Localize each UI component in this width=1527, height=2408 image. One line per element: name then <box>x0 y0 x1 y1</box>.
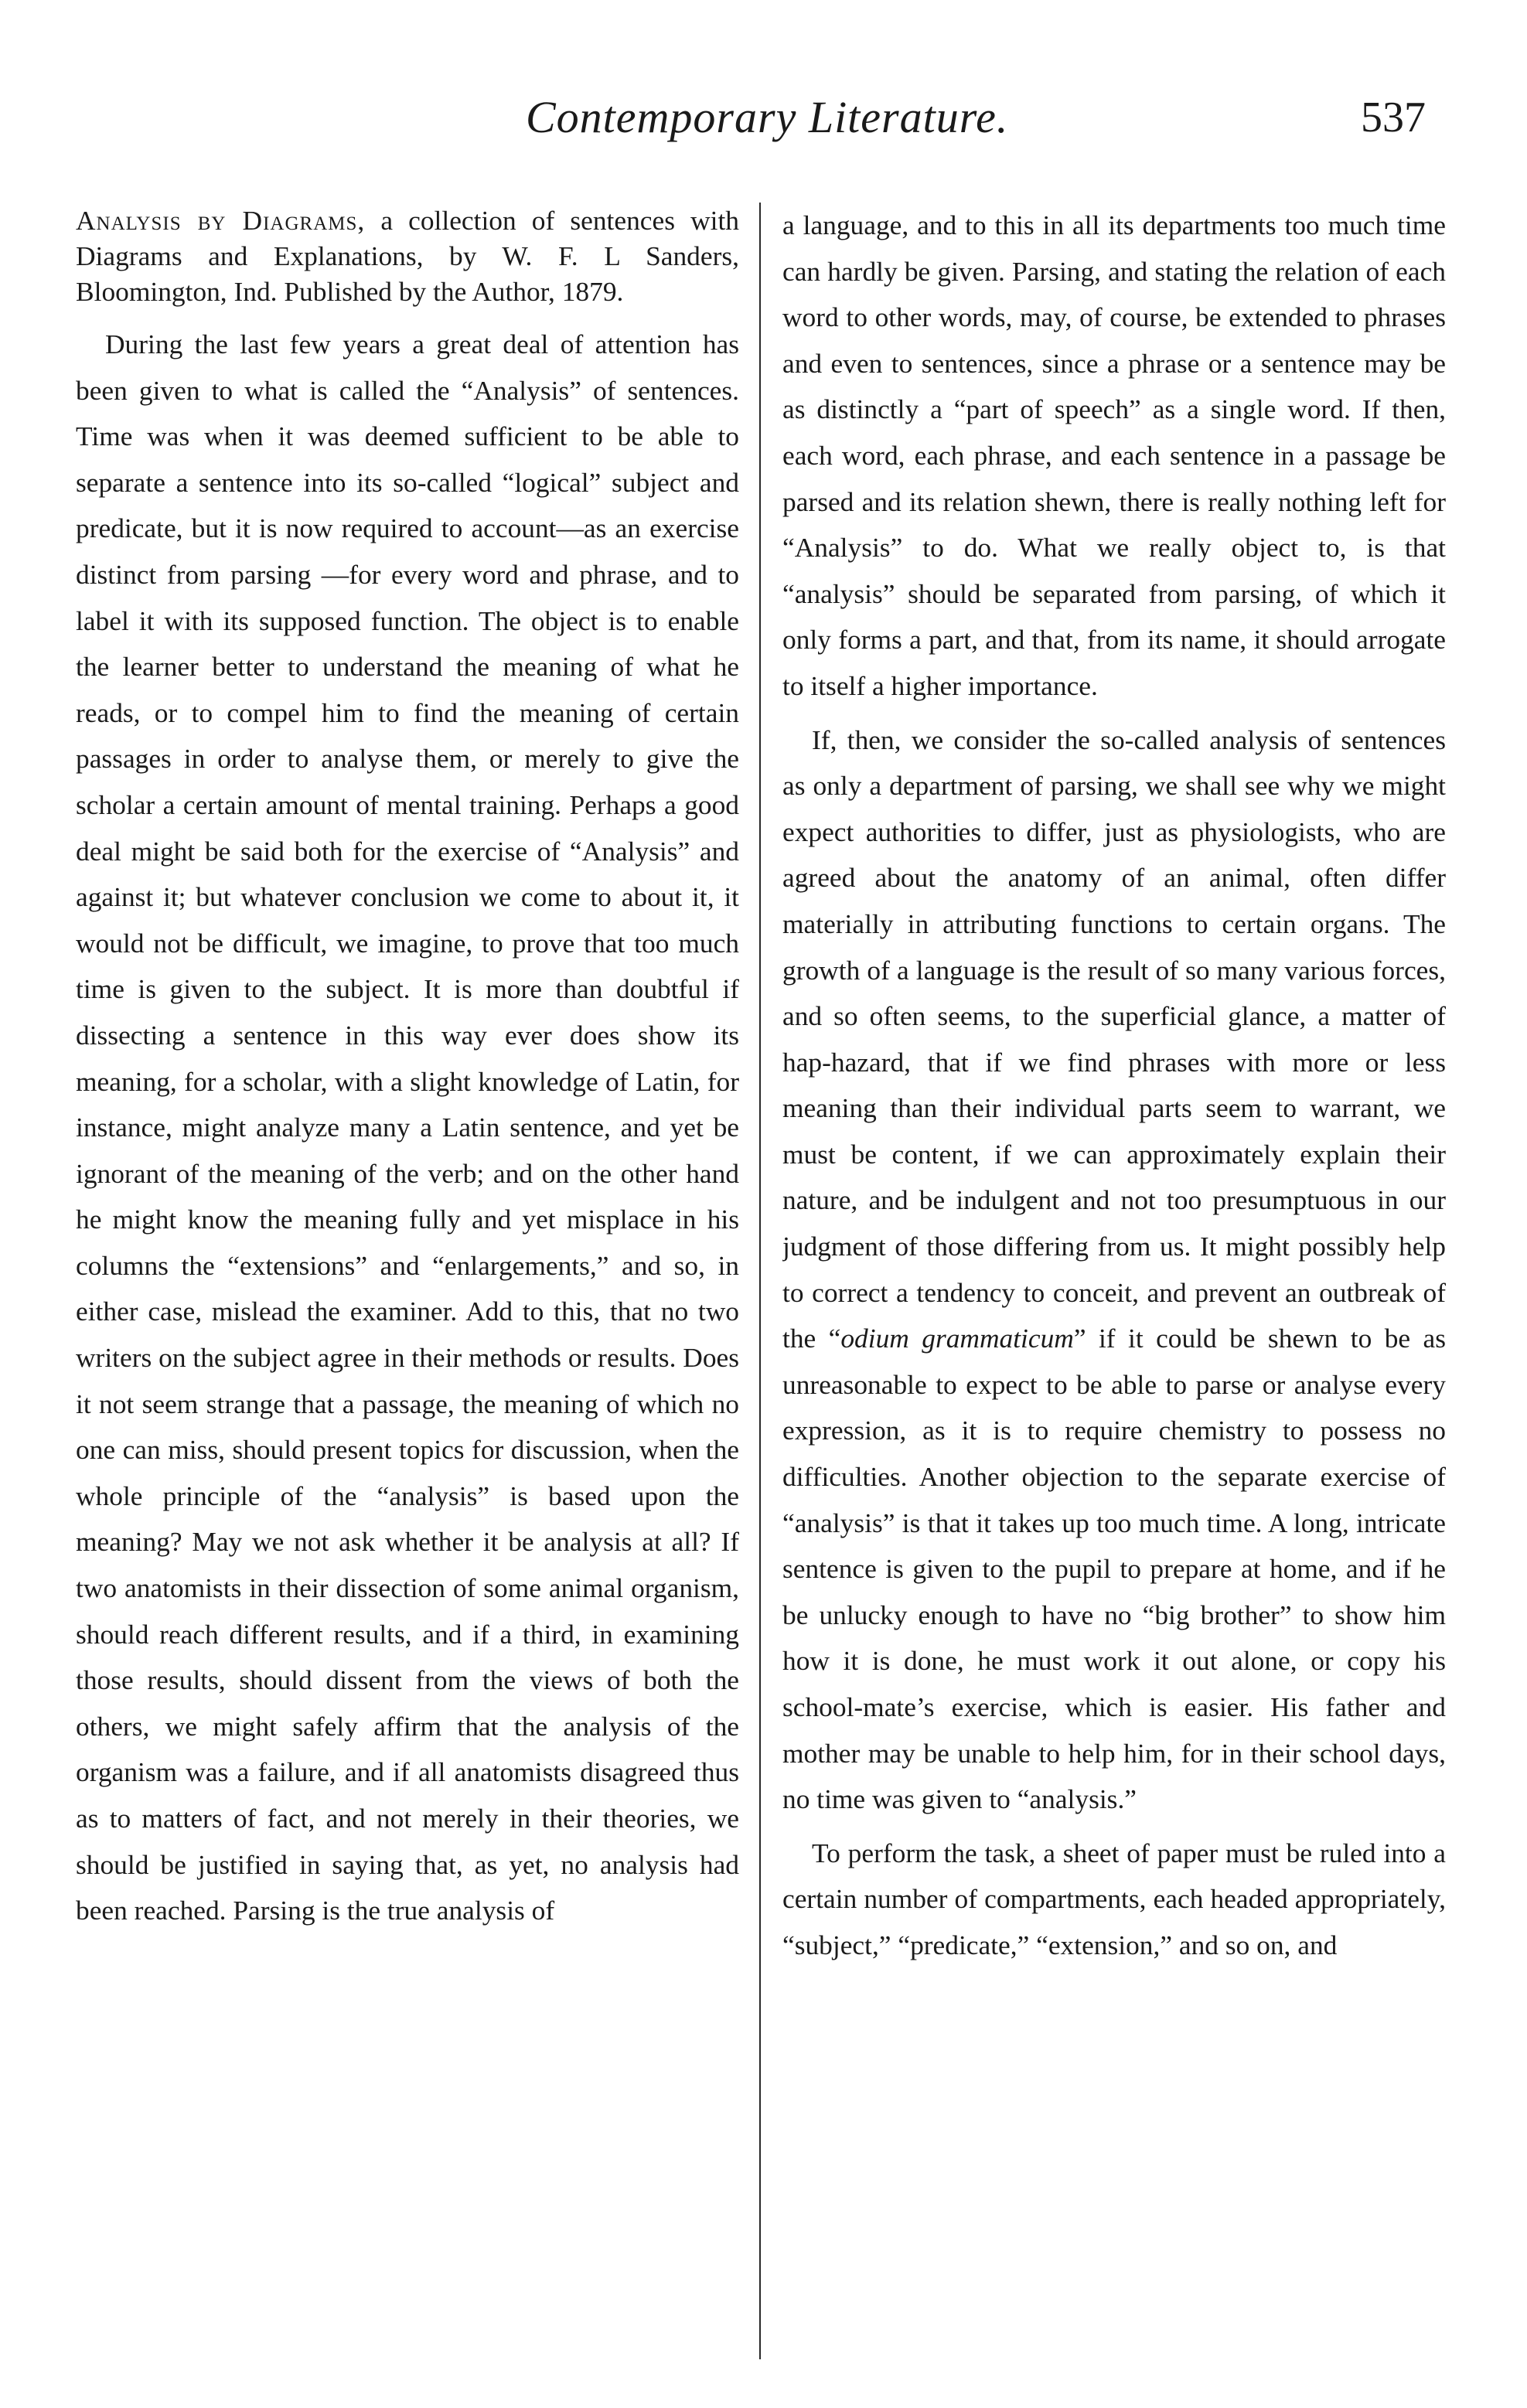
right-column <box>782 203 1446 2367</box>
left-column <box>76 203 739 2367</box>
body-paragraph <box>782 717 1446 1823</box>
column-divider <box>759 203 761 2359</box>
review-title: Analysis by Diagrams, <box>76 205 366 236</box>
paragraph-text: If, then, we consider the so-called analysis of sentences as only a department of parsing, we shall see why we might expect authorities to differ, just as physiologists, who are agreed about the anatomy of an animal, often differ materially in attributing functions to certain organs. The growth of a language is the result of so many various forces, and so often seems, to the superficial glance, a matter of hap-hazard, that if we find phrases with more or less meaning than their individual parts seem to warrant, we must be content, if we can approximately explain their nature, and be indulgent and not too presumptuous in our judgment of those differing from us. It might possibly help to correct a tendency to conceit, and prevent an outbreak of the “ <box>782 724 1446 1354</box>
review-citation: a collection of sentences with Diagrams and Explanations, by W. F. L Sanders, Bloomington, Ind. Published by the Author, 1879. <box>76 205 739 307</box>
latin-phrase: odium grammaticum <box>840 1323 1074 1354</box>
review-heading <box>76 203 739 309</box>
paragraph-text: ” if it could be shewn to be as unreasonable to expect to be able to parse or analyse every expression, as it is to require chemistry to possess no difficulties. Another objection to the separate exercise of “analysis” is that it takes up too much time. A long, intricate sentence is given to the pupil to prepare at home, and if he be unlucky enough to have no “big brother” to show him how it is done, he must work it out alone, or copy his school-mate’s exercise, which is easier. His father and mother may be unable to help him, for in their school days, no time was given to “analysis.” <box>782 1323 1446 1815</box>
page-header <box>0 91 1527 161</box>
running-title: Contemporary Literature. <box>526 92 1009 142</box>
body-paragraph: To perform the task, a sheet of paper must be ruled into a certain number of compartments, each headed appropriately, “subject,” “predicate,” “extension,” and so on, and <box>782 1837 1446 1960</box>
body-paragraph: a language, and to this in all its departments too much time can hardly be given. Parsing, and stating the relation of each word to other words, may, of course, be extended to phrases and even to sentences, since a phrase or a sentence may be as distinctly a “part of speech” as a single word. If then, each word, each phrase, and each sentence in a passage be parsed and its relation shewn, there is really nothing left for “Analysis” to do. What we really object to, is that “analysis” should be separated from parsing, of which it only forms a part, and that, from its name, it should arrogate to itself a higher importance. <box>782 209 1446 701</box>
page-number: 537 <box>1361 94 1426 141</box>
body-paragraph: During the last few years a great deal of attention has been given to what is called the “Analysis” of sentences. Time was when it was deemed sufficient to be able to separate a sentence into its so-called “logical” subject and predicate, but it is now required to account—as an exercise distinct from parsing —for every word and phrase, and to label it with its supposed function. The object is to enable the learner better to understand the meaning of what he reads, or to compel him to find the meaning of certain passages in order to analyse them, or merely to give the scholar a certain amount of mental training. Perhaps a good deal might be said both for the exercise of “Analysis” and against it; but whatever conclusion we come to about it, it would not be difficult, we imagine, to prove that too much time is given to the subject. It is more than doubtful if dissecting a sentence in this way ever does show its meaning, for a scholar, with a slight knowledge of Latin, for instance, might analyze many a Latin sentence, and yet be ignorant of the meaning of the verb; and on the other hand he might know the meaning fully and yet misplace in his columns the “extensions” and “enlargements,” and so, in either case, mislead the examiner. Add to this, that no two writers on the subject agree in their methods or results. Does it not seem strange that a passage, the meaning of which no one can miss, should present topics for discussion, when the whole principle of the “analysis” is based upon the meaning? May we not ask whether it be analysis at all? If two anatomists in their dissection of some animal organism, should reach different results, and if a third, in examining those results, should dissent from the views of both the others, we might safely affirm that the analysis of the organism was a failure, and if all anatomists disagreed thus as to matters of fact, and not merely in their theories, we should be justified in saying that, as yet, no analysis had been reached. Parsing is the true analysis of <box>76 329 739 1926</box>
